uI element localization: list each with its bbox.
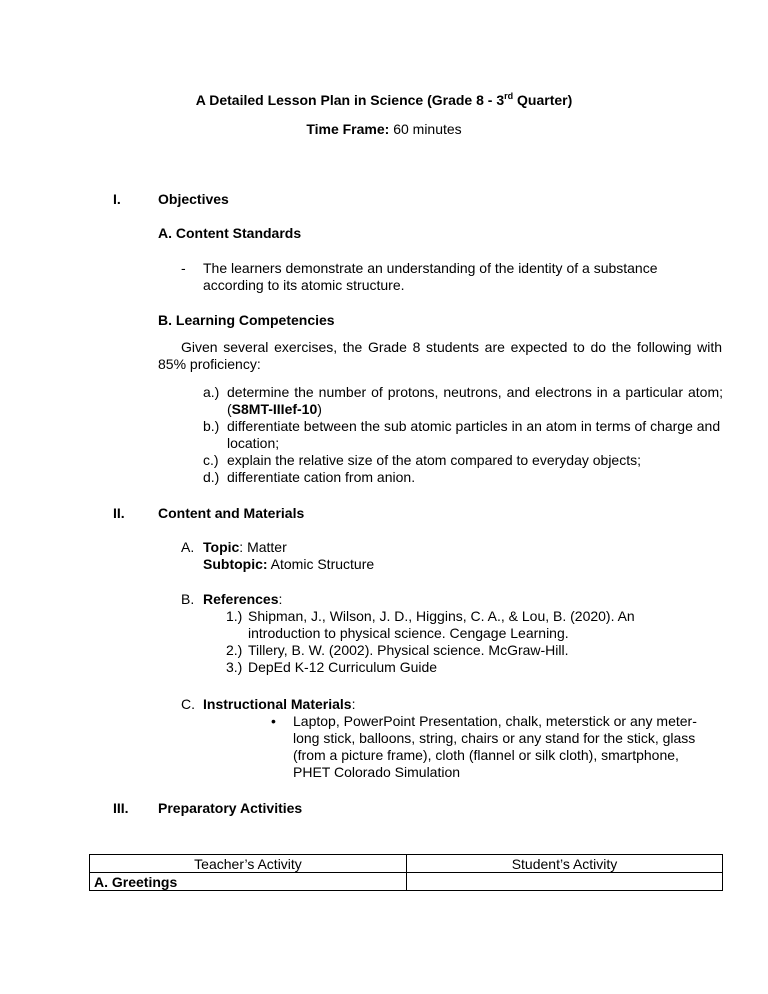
empty-cell <box>407 873 723 891</box>
list-item-text: determine the number of protons, neutrons, and electrons in a particular atom; (S8MT-IIIef-10) <box>227 384 723 417</box>
materials-text: Laptop, PowerPoint Presentation, chalk, meterstick or any meter-long stick, balloons, string, chairs or any stand for the stick, glass (from a picture frame), cloth (flannel or silk cloth), smartphone, PHET Colorado Simulation <box>293 713 697 780</box>
list-marker: 1.) <box>226 608 243 624</box>
list-item-text: Tillery, B. W. (2002). Physical science. McGraw-Hill. <box>248 642 569 658</box>
competency-item <box>203 452 723 469</box>
teacher-activity-header: Teacher’s Activity <box>90 855 407 873</box>
references-marker: B. <box>181 591 195 607</box>
references-heading: References: <box>203 591 283 607</box>
student-activity-header: Student’s Activity <box>407 855 723 873</box>
list-marker: a.) <box>203 384 220 400</box>
dash-marker: - <box>181 260 186 276</box>
learning-competencies-intro: Given several exercises, the Grade 8 students are expected to do the following with 85% proficiency: <box>158 339 722 372</box>
page-title: A Detailed Lesson Plan in Science (Grade 8 - 3rd Quarter) <box>195 91 573 108</box>
references-list <box>226 608 686 676</box>
list-item-text: DepEd K-12 Curriculum Guide <box>248 659 438 675</box>
time-frame: Time Frame: 60 minutes <box>306 121 462 137</box>
section-3-number: III. <box>113 800 129 816</box>
content-standards-heading: A. Content Standards <box>158 225 302 241</box>
content-standards-text: The learners demonstrate an understanding of the identity of a substance according to its atomic structure. <box>203 260 658 293</box>
table-row <box>90 873 723 891</box>
reference-item <box>226 642 686 659</box>
subtopic: Subtopic: Atomic Structure <box>203 556 375 572</box>
list-item-text: explain the relative size of the atom compared to everyday objects; <box>227 452 641 468</box>
list-marker: c.) <box>203 452 219 468</box>
section-1-title: Objectives <box>158 191 229 207</box>
materials-marker: C. <box>181 696 195 712</box>
competency-item <box>203 418 723 452</box>
table-header-row <box>90 855 723 873</box>
reference-item <box>226 659 686 676</box>
competency-list <box>203 384 723 486</box>
section-3-title: Preparatory Activities <box>158 800 303 816</box>
reference-item <box>226 608 686 642</box>
greetings-cell: A. Greetings <box>90 873 407 891</box>
learning-competencies-heading: B. Learning Competencies <box>158 312 335 328</box>
topic-marker: A. <box>181 539 195 555</box>
list-item-text: differentiate between the sub atomic particles in an atom in terms of charge and location; <box>227 418 721 451</box>
section-2-number: II. <box>113 505 125 521</box>
list-marker: d.) <box>203 469 220 485</box>
bullet-icon: • <box>271 713 276 729</box>
list-item-text: differentiate cation from anion. <box>227 469 416 485</box>
list-marker: 3.) <box>226 659 243 675</box>
activity-table <box>89 854 723 891</box>
list-marker: 2.) <box>226 642 243 658</box>
materials-heading: Instructional Materials: <box>203 696 356 712</box>
list-marker: b.) <box>203 418 220 434</box>
list-item-text: Shipman, J., Wilson, J. D., Higgins, C. A., & Lou, B. (2020). An introduction to physical science. Cengage Learning. <box>248 608 635 641</box>
competency-item <box>203 469 723 486</box>
section-2-title: Content and Materials <box>158 505 305 521</box>
topic: Topic: Matter <box>203 539 287 555</box>
competency-item <box>203 384 723 418</box>
section-1-number: I. <box>113 191 121 207</box>
